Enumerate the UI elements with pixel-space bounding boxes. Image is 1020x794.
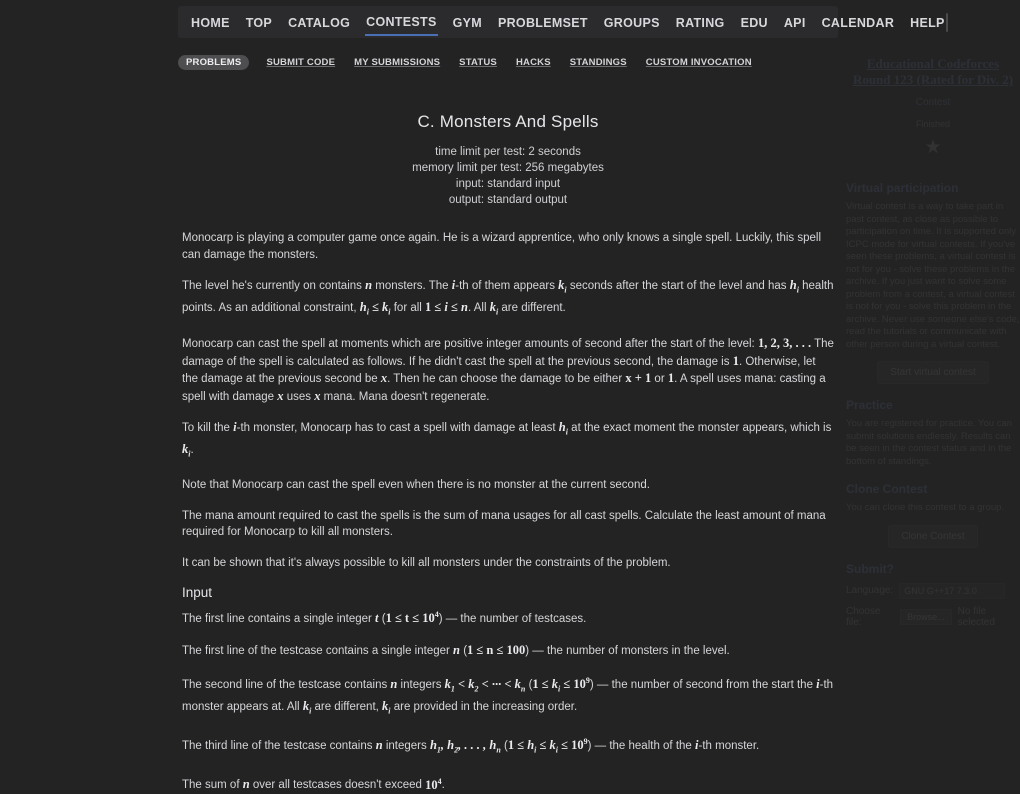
clone-contest-button[interactable]: Clone Contest (888, 525, 977, 548)
text-fragment: are different, (311, 701, 383, 714)
nav-item-api[interactable]: API (783, 15, 806, 30)
text-fragment: are different. (498, 302, 566, 314)
text-fragment: ) — the health of the (587, 740, 696, 753)
math-h-i-2: $h_i$ (558, 420, 568, 437)
text-fragment: uses (283, 390, 315, 403)
nav-item-rating[interactable]: RATING (675, 15, 725, 30)
submit-box (846, 562, 1020, 628)
subnav-item-problems[interactable]: PROBLEMS (178, 55, 249, 70)
memory-limit: memory limit per test: 256 megabytes (412, 162, 604, 174)
math-x-3: x (314, 388, 321, 403)
math-sum-limit (425, 778, 442, 792)
math-n: n (365, 278, 373, 292)
input-paragraph (182, 773, 834, 794)
clone-contest-heading: Clone Contest (846, 482, 928, 496)
math-k-i (558, 278, 567, 295)
math-x-2: x (277, 388, 284, 403)
statement-paragraph (182, 419, 834, 463)
nav-item-groups[interactable]: GROUPS (603, 15, 660, 30)
submit-heading: Submit? (846, 561, 894, 576)
math-hi-le-ki: $h_i \le k_i$ (359, 300, 391, 317)
nav-item-calendar[interactable]: CALENDAR (821, 15, 895, 30)
input-paragraph (182, 642, 834, 660)
text-fragment: . Otherwise, let the damage at the previous second be (182, 355, 816, 385)
text-fragment: mana. Mana doesn't regenerate. (320, 390, 490, 403)
page-title: C. Monsters And Spells (417, 112, 599, 131)
math-i-3: i (816, 677, 820, 692)
math-exp: 9 (583, 737, 588, 747)
right-sidebar (846, 0, 1020, 638)
text-fragment: seconds after the start of the level and has (566, 280, 790, 292)
math-exp: 4 (434, 610, 439, 619)
contest-link[interactable]: Contest (915, 97, 951, 108)
text-fragment: health points. As an additional constraint, (182, 280, 834, 314)
math-t: t (375, 611, 379, 626)
subnav-item-custom-invocation[interactable]: CUSTOM INVOCATION (645, 56, 752, 68)
text-fragment: at the exact moment the monster appears, which is (567, 422, 832, 434)
math-exp: 4 (437, 776, 442, 786)
text-fragment: ) — the number of testcases. (438, 613, 587, 626)
subnav-item-submit-code[interactable]: SUBMIT CODE (266, 56, 336, 68)
clone-contest-box (846, 482, 1020, 548)
text-fragment: -th monster. (698, 740, 760, 753)
language-row (846, 583, 1020, 599)
text-fragment: are provided in the increasing order. (390, 701, 578, 714)
math-n-range: 1 ≤ n ≤ 100 (467, 642, 526, 657)
text-fragment: integers (382, 740, 430, 753)
statement-paragraph: It can be shown that it's always possible to kill all monsters under the constraints of the problem. (182, 556, 671, 569)
math-range-i: 1 ≤ i ≤ n (425, 300, 468, 314)
contest-info-box (846, 56, 1020, 159)
choose-file-label: Choose file: (846, 605, 881, 628)
nav-item-gym[interactable]: GYM (452, 15, 482, 30)
text-fragment: for all (390, 302, 426, 314)
math-ten: 10 (425, 777, 438, 792)
statement-paragraph: Note that Monocarp can cast the spell even when there is no monster at the current second. (182, 479, 650, 491)
math-n-2: n (453, 642, 460, 657)
choose-file-row (846, 606, 1020, 628)
math-h: h (789, 278, 797, 292)
problem-header (178, 100, 838, 208)
main-header-bar (178, 6, 945, 38)
browse-file-button[interactable]: Browse... (900, 609, 952, 625)
text-fragment: . All (467, 302, 490, 314)
nav-item-help[interactable]: HELP (910, 15, 945, 30)
statement-paragraph (182, 277, 834, 321)
subnav-item-standings[interactable]: STANDINGS (569, 56, 627, 68)
text-fragment: . (190, 444, 194, 456)
text-fragment: The first line contains a single integer (182, 613, 376, 626)
math-sub-i: i (796, 285, 799, 295)
math-n-3: n (390, 677, 398, 692)
nav-item-contests[interactable]: CONTESTS (365, 9, 437, 36)
practice-heading: Practice (846, 398, 893, 412)
math-k-range: $1 \le k_i \le 10^9$ (532, 676, 590, 694)
math-one-2: 1 (667, 371, 675, 385)
contest-status: Finished (915, 119, 951, 129)
math-h-sequence: $h_1$, $h_2$, . . . , $h_n$ (429, 738, 501, 755)
language-label: Language: (846, 585, 894, 596)
input-section (182, 585, 834, 794)
math-x: x (380, 371, 388, 385)
text-fragment: integers (397, 679, 445, 692)
time-limit: time limit per test: 2 seconds (435, 146, 581, 158)
text-fragment: The damage of the spell is calculated as follows. If he didn't cast the spell at the previous second, the damage is (182, 338, 834, 368)
statement-paragraph: The mana amount required to cast the spells is the sum of mana usages for all cast spells. Calculate the least amount of mana required for Monocarp to kill all monsters. (182, 509, 826, 538)
nav-item-top[interactable]: TOP (245, 15, 273, 30)
subnav-item-my-submissions[interactable]: MY SUBMISSIONS (354, 56, 441, 68)
text-fragment: . A spell uses mana: casting a spell with damage (182, 373, 826, 403)
math-x-plus-1: x + 1 (625, 371, 652, 385)
math-k-i-2: $k_i$ (489, 300, 499, 317)
output-spec: output: standard output (448, 194, 568, 206)
text-fragment: -th monster, Monocarp has to cast a spell with damage at least (236, 422, 559, 434)
problem-content (178, 100, 838, 792)
math-k-i-3: $k_i$ (182, 442, 191, 459)
input-paragraph (182, 734, 834, 759)
practice-text: You are registered for practice. You can submit solutions endlessly. Results can be seen in the contest status and in the bottom of standings. (846, 418, 1013, 467)
text-fragment: over all testcases doesn't exceed (249, 779, 426, 792)
input-spec: input: standard input (455, 178, 561, 190)
math-i-4: i (695, 738, 699, 753)
math-n-4: n (375, 738, 383, 753)
text-fragment: The level he's currently on contains (182, 280, 366, 292)
text-fragment: -th of them appears (455, 280, 559, 292)
left-gutter (0, 0, 178, 638)
text-fragment: ) — the number of second from the start the (589, 679, 817, 692)
text-fragment: Monocarp can cast the spell at moments which are positive integer amounts of second after the start of the level: (182, 338, 758, 350)
statement-paragraph (182, 335, 834, 405)
nav-item-problemset[interactable]: PROBLEMSET (497, 15, 588, 30)
contest-subnav (178, 53, 838, 71)
math-t-range (386, 611, 439, 625)
text-fragment: The sum of (182, 779, 243, 792)
math-i-2: i (233, 420, 237, 434)
text-fragment: . (441, 779, 445, 792)
math-exp: 9 (585, 676, 590, 686)
text-fragment: or (651, 373, 668, 385)
math-k-sequence: $k_1 < k_2$ < ··· < $k_n$ (444, 677, 526, 694)
text-fragment: The first line of the testcase contains a single integer (182, 644, 454, 657)
subnav-item-hacks[interactable]: HACKS (515, 56, 551, 68)
text-fragment: -th monster appears at. All (182, 679, 834, 714)
input-paragraph (182, 607, 834, 628)
main-navigation (190, 9, 946, 36)
language-select[interactable]: GNU G++17 7.3.0 (899, 583, 1005, 599)
nav-item-home[interactable]: HOME (191, 15, 230, 30)
text-fragment: monsters. The (372, 280, 452, 292)
practice-box (846, 398, 1020, 468)
nav-item-catalog[interactable]: CATALOG (288, 15, 351, 30)
virtual-participation-heading: Virtual participation (846, 181, 959, 195)
math-sub-i: i (564, 285, 567, 295)
math-k: k (558, 278, 565, 292)
text-fragment: ( (500, 740, 508, 753)
contest-title-link[interactable]: Educational Codeforces Round 123 (Rated for Div. 2) (852, 56, 1014, 87)
input-section-heading: Input (182, 585, 213, 600)
math-sequence: 1, 2, 3, . . . (757, 336, 812, 350)
nav-item-edu[interactable]: EDU (740, 15, 768, 30)
text-fragment: To kill the (182, 422, 234, 434)
text-fragment: ( (460, 644, 468, 657)
math-k-i-5: $k_i$ (382, 699, 391, 716)
clone-contest-text: You can clone this contest to a group. (846, 502, 1005, 513)
math-h-range: $1 \le h_i \le k_i \le 10^9$ (507, 737, 588, 755)
text-fragment: The second line of the testcase contains (182, 679, 391, 692)
start-virtual-contest-button[interactable]: Start virtual contest (877, 361, 989, 384)
file-status-text: No file selected (957, 605, 995, 628)
text-fragment: ( (525, 679, 533, 692)
text-fragment: The third line of the testcase contains (182, 740, 376, 753)
subnav-item-status[interactable]: STATUS (459, 56, 497, 68)
text-fragment: ( (378, 613, 386, 626)
input-paragraph (182, 673, 834, 720)
math-n-5: n (242, 777, 250, 792)
math-t-range-text: 1 ≤ t ≤ 10 (385, 611, 435, 626)
problem-statement (178, 230, 838, 794)
math-k-i-4: $k_i$ (302, 699, 312, 716)
statement-paragraph: Monocarp is playing a computer game once again. He is a wizard apprentice, who only knows a single spell. Luckily, this spell can damage the monsters. (182, 232, 822, 261)
math-h-i (789, 278, 799, 295)
virtual-participation-text: Virtual contest is a way to take part in past contest, as close as possible to participation on time. It is supported only ICPC mode for virtual contests. If you've seen these problems, a virtual contest is not for you - solve these problems in the archive. If you just want to solve some problem from a contest, a virtual contest is not for you - solve this problem in the archive. Never use someone else's code, read the tutorials or communicate with other person during a virtual contest. (846, 201, 1020, 350)
math-i: i (451, 278, 456, 292)
virtual-participation-box (846, 181, 1020, 384)
star-icon[interactable]: ★ (924, 137, 942, 158)
text-fragment: . Then he can choose the damage to be either (387, 373, 626, 385)
math-one: 1 (732, 353, 739, 368)
text-fragment: ) — the number of monsters in the level. (525, 644, 730, 657)
